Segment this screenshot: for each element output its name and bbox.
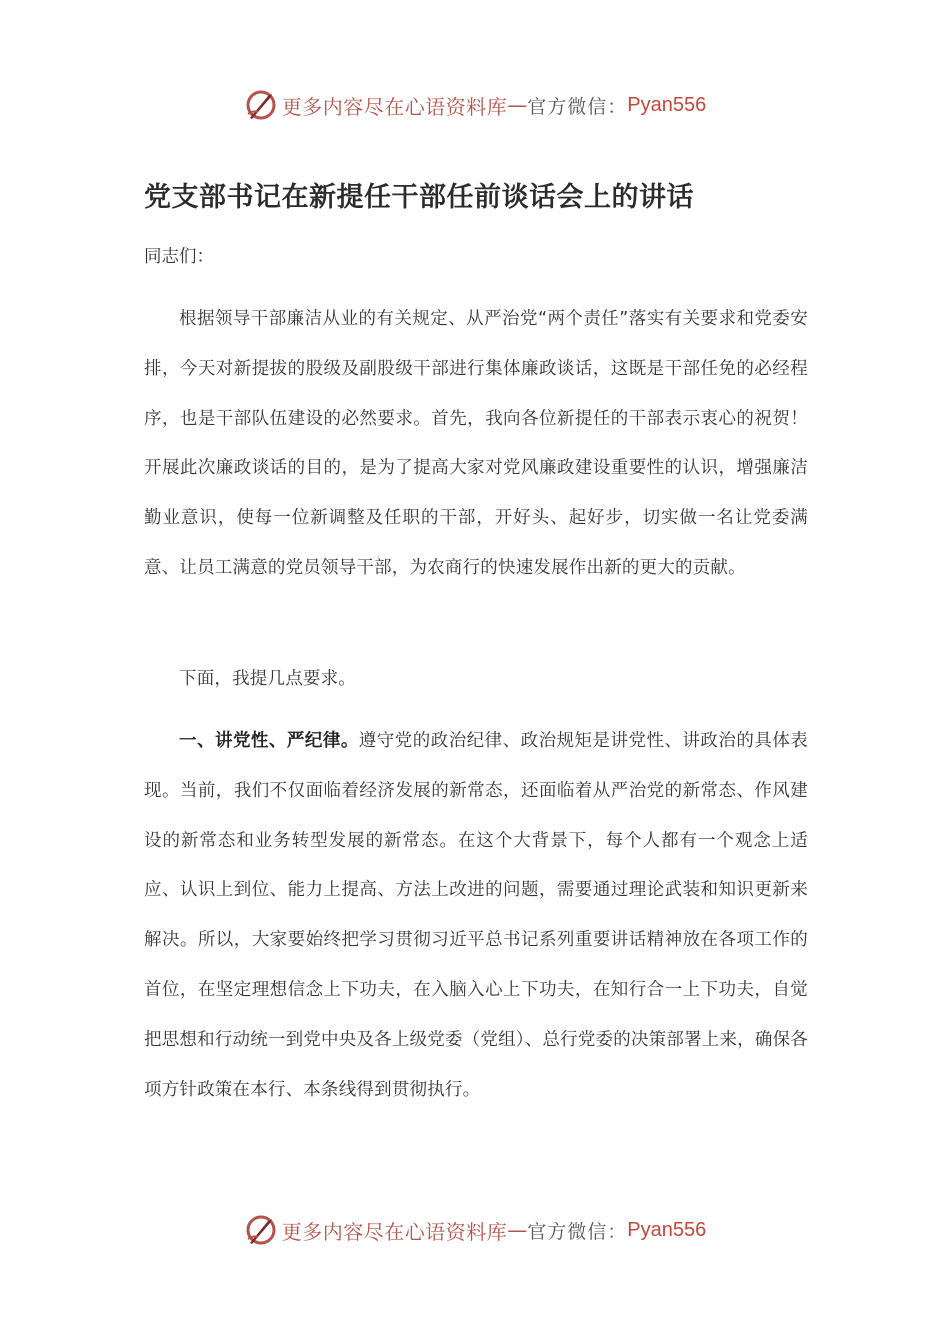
watermark-site-text: 更多内容尽在心语资料库	[281, 94, 508, 119]
paragraph-2: 下面，我提几点要求。	[179, 669, 356, 689]
paragraph-3	[144, 717, 808, 1115]
paragraph-1: 根据领导干部廉洁从业的有关规定、从严治党“两个责任”落实有关要求和党委安排，今天对新提拔的股级及副股级干部进行集体廉政谈话，这既是干部任免的必经程序，也是干部队伍建设的必然要求。首先，我向各位新提任的干部表示衷心的祝贺！开展此次廉政谈话的目的，是为了提高大家对党风廉政建设重要性的认识，增强廉洁勤业意识，使每一位新调整及任职的干部，开好头、起好步，切实做一名让党委满意、让员工满意的党员领导干部，为农商行的快速发展作出新的更大的贡献。	[144, 309, 808, 578]
watermark-banner-top	[0, 85, 950, 125]
watermark-wechat-id: Pyan556	[627, 93, 707, 116]
section-heading-1: 一、讲党性、严纪律。	[179, 731, 359, 751]
watermark-label: 官方微信：	[527, 1220, 628, 1243]
watermark-dash: —	[507, 93, 528, 117]
document-title: 党支部书记在新提任干部任前谈话会上的讲话	[144, 182, 694, 213]
paragraph-3-text: 遵守党的政治纪律、政治规矩是讲党性、讲政治的具体表现。当前，我们不仅面临着经济发展的新常态，还面临着从严治党的新常态、作风建设的新常态和业务转型发展的新常态。在这个大背景下，每个人都有一个观念上适应、认识上到位、能力上提高、方法上改进的问题，需要通过理论武装和知识更新来解决。所以，大家要始终把学习贯彻习近平总书记系列重要讲话精神放在各项工作的首位，在坚定理想信念上下功夫，在入脑入心上下功夫，在知行合一上下功夫，自觉把思想和行动统一到党中央及各上级党委（党组）、总行党委的决策部署上来，确保各项方针政策在本行、本条线得到贯彻执行。	[144, 731, 809, 1100]
watermark-dash: —	[507, 1218, 528, 1242]
quill-logo-icon	[244, 88, 278, 122]
quill-logo-icon	[244, 1213, 278, 1247]
watermark-site-text: 更多内容尽在心语资料库	[281, 1219, 508, 1244]
watermark-wechat-id: Pyan556	[627, 1218, 707, 1241]
watermark-label: 官方微信：	[527, 95, 628, 118]
watermark-banner-bottom	[0, 1210, 950, 1250]
greeting: 同志们：	[144, 247, 214, 267]
